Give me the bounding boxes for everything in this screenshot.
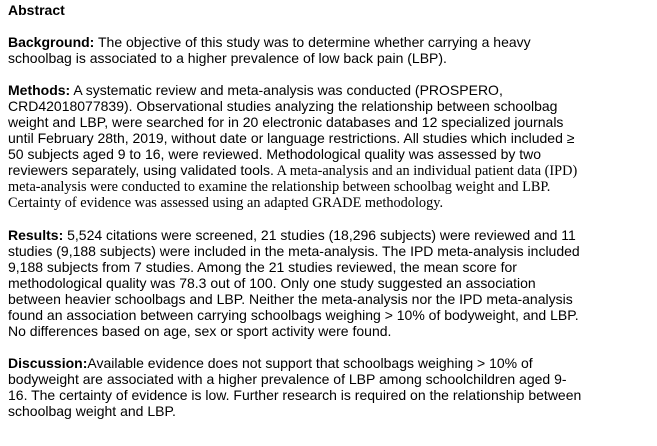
results-text-line: studies (9,188 subjects) were included in the meta-analysis. The IPD meta-analysis included: [8, 243, 580, 259]
abstract-heading: Abstract: [8, 2, 65, 18]
methods-text-line: A systematic review and meta-analysis was conducted (PROSPERO,: [70, 82, 503, 98]
discussion-paragraph: [8, 355, 628, 419]
methods-text-line: weight and LBP, were searched for in 20 electronic databases and 12 specialized journals: [8, 114, 564, 130]
methods-serif-line: meta-analysis were conducted to examine the relationship between schoolbag weight and LBP.: [8, 179, 551, 195]
methods-text-line: until February 28th, 2019, without date or language restrictions. All studies which included ≥: [8, 130, 575, 146]
abstract-document: [8, 2, 628, 419]
discussion-text-line: schoolbag weight and LBP.: [8, 403, 176, 419]
discussion-text-line: Available evidence does not support that schoolbags weighing > 10% of: [87, 355, 533, 371]
results-text-line: 9,188 subjects from 7 studies. Among the 21 studies reviewed, the mean score for: [8, 259, 517, 275]
background-paragraph: [8, 34, 628, 66]
background-text-line: schoolbag is associated to a higher prevalence of low back pain (LBP).: [8, 50, 447, 66]
methods-serif-text: A meta-analysis and an individual patient data (IPD): [273, 163, 578, 179]
results-text-line: found an association between carrying schoolbags weighing > 10% of bodyweight, and LBP.: [8, 307, 579, 323]
results-label: Results:: [8, 227, 64, 243]
methods-serif-line: Certainty of evidence was assessed using an adapted GRADE methodology.: [8, 195, 444, 211]
methods-text-line: reviewers separately, using validated tools.: [8, 162, 274, 178]
results-text-line: No differences based on age, sex or sport activity were found.: [8, 323, 392, 339]
results-text-line: between heavier schoolbags and LBP. Neither the meta-analysis nor the IPD meta-analysis: [8, 291, 573, 307]
methods-text-line: CRD42018077839). Observational studies analyzing the relationship between schoolbag: [8, 98, 558, 114]
methods-paragraph: [8, 82, 628, 211]
background-text-line: The objective of this study was to determine whether carrying a heavy: [94, 34, 531, 50]
results-text-line: 5,524 citations were screened, 21 studies (18,296 subjects) were reviewed and 11: [63, 227, 576, 243]
discussion-text-line: 16. The certainty of evidence is low. Further research is required on the relationship between: [8, 387, 582, 403]
discussion-text-line: bodyweight are associated with a higher prevalence of LBP among schoolchildren aged 9-: [8, 371, 567, 387]
results-text-line: methodological quality was 78.3 out of 100. Only one study suggested an association: [8, 275, 536, 291]
methods-label: Methods:: [8, 82, 71, 98]
discussion-label: Discussion:: [8, 355, 88, 371]
background-label: Background:: [8, 34, 95, 50]
results-paragraph: [8, 227, 628, 339]
methods-text-line: 50 subjects aged 9 to 16, were reviewed. Methodological quality was assessed by two: [8, 146, 542, 162]
